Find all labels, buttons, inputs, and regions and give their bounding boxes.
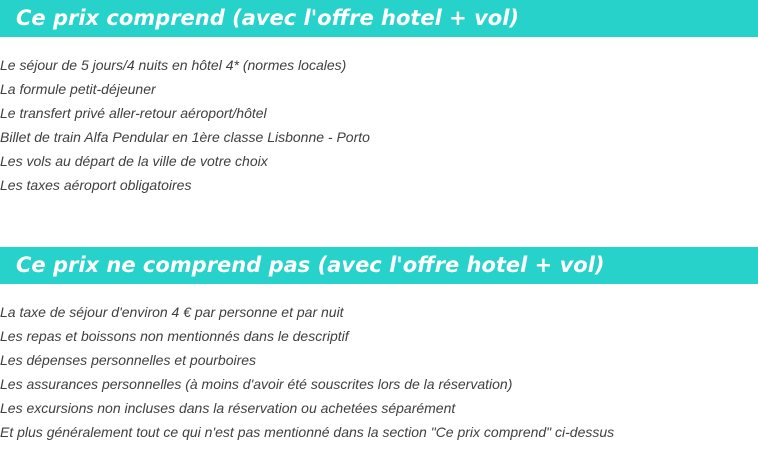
list-item: Le transfert privé aller-retour aéroport/hôtel [0,105,267,121]
list-item: Les assurances personnelles (à moins d'avoir été souscrites lors de la réservation) [0,376,513,392]
includes-list [0,53,370,197]
list-item: La taxe de séjour d'environ 4 € par personne et par nuit [0,304,344,320]
excludes-list [0,300,614,444]
section-heading-excludes: Ce prix ne comprend pas (avec l'offre hotel + vol) [0,247,758,284]
list-item: Les taxes aéroport obligatoires [0,177,192,193]
list-item: La formule petit-déjeuner [0,81,156,97]
list-item: Billet de train Alfa Pendular en 1ère classe Lisbonne - Porto [0,129,370,145]
list-item: Et plus généralement tout ce qui n'est pas mentionné dans la section "Ce prix comprend" ci-dessus [0,424,615,440]
list-item: Les excursions non incluses dans la réservation ou achetées séparément [0,400,456,416]
section-heading-includes: Ce prix comprend (avec l'offre hotel + vol) [0,0,758,37]
list-item: Le séjour de 5 jours/4 nuits en hôtel 4* (normes locales) [0,57,347,73]
list-item: Les repas et boissons non mentionnés dans le descriptif [0,328,349,344]
list-item: Les dépenses personnelles et pourboires [0,352,257,368]
list-item: Les vols au départ de la ville de votre choix [0,153,268,169]
